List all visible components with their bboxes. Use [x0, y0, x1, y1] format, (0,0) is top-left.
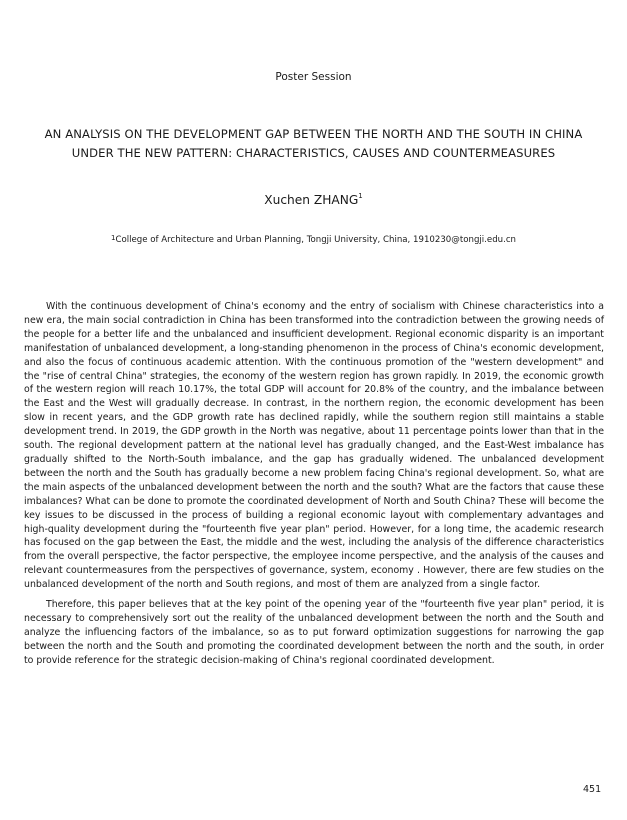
author: [0, 193, 627, 207]
author-name: Xuchen ZHANG: [264, 193, 359, 207]
abstract-body: [24, 300, 604, 668]
body-paragraph-1: With the continuous development of China's economy and the entry of socialism with Chinese characteristics into a new era, the main social contradiction in China has been transformed into the contradiction between the growing needs of the people for a better life and the unbalanced and insufficient development. Regional economic disparity is an important manifestation of unbalanced development, a long-standing phenomenon in the process of China's economic development, and also the focus of continuous academic attention. With the continuous promotion of the "western development" and the "rise of central China" strategies, the economy of the western region has grown rapidly. In 2019, the economic growth of the western region will reach 10.17%, the total GDP will account for 20.8% of the country, and the imbalance between the East and the West will gradually decrease. In contrast, in the northern region, the economic development has been slow in recent years, and the GDP growth rate has declined rapidly, while the southern region still maintains a stable development trend. In 2019, the GDP growth in the North was negative, about 11 percentage points lower than that in the south. The regional development pattern at the national level has gradually changed, and the East-West imbalance has gradually shifted to the North-South imbalance, and the gap has gradually widened. The unbalanced development between the north and the South has gradually become a new problem facing China's regional development. So, what are the main aspects of the unbalanced development between the north and the south? What are the factors that cause these imbalances? What can be done to promote the coordinated development of North and South China? These will become the key issues to be discussed in the process of building a regional economic layout with complementary advantages and high-quality development during the "fourteenth five year plan" period. However, for a long time, the academic research has focused on the gap between the East, the middle and the west, including the analysis of the difference characteristics from the overall perspective, the factor perspective, the employee income perspective, and the analysis of the causes and relevant countermeasures from the perspectives of governance, system, economy . However, there are few studies on the unbalanced development of the north and South regions, and most of them are analyzed from a single factor.: [24, 301, 604, 591]
title-line-1: AN ANALYSIS ON THE DEVELOPMENT GAP BETWEEN THE NORTH AND THE SOUTH IN CHINA: [44, 127, 583, 141]
page-number: 451: [583, 784, 602, 795]
session-label: Poster Session: [275, 71, 352, 83]
paper-title: [22, 125, 605, 163]
body-paragraph-2: Therefore, this paper believes that at the key point of the opening year of the "fourteenth five year plan" period, it is necessary to comprehensively sort out the reality of the unbalanced development between the north and the South and analyze the influencing factors of the imbalance, so as to put forward optimization suggestions for narrowing the gap between the north and the South and promoting the coordinated development between the north and the south, in order to provide reference for the strategic decision-making of China's regional coordinated development.: [24, 599, 604, 666]
affiliation-superscript: 1: [111, 234, 116, 242]
author-superscript: 1: [358, 192, 363, 200]
affiliation: [0, 235, 627, 245]
affiliation-text: College of Architecture and Urban Planning, Tongji University, China, 1910230@tongji.edu.cn: [115, 235, 516, 245]
title-line-2: UNDER THE NEW PATTERN: CHARACTERISTICS, CAUSES AND COUNTERMEASURES: [71, 146, 556, 160]
